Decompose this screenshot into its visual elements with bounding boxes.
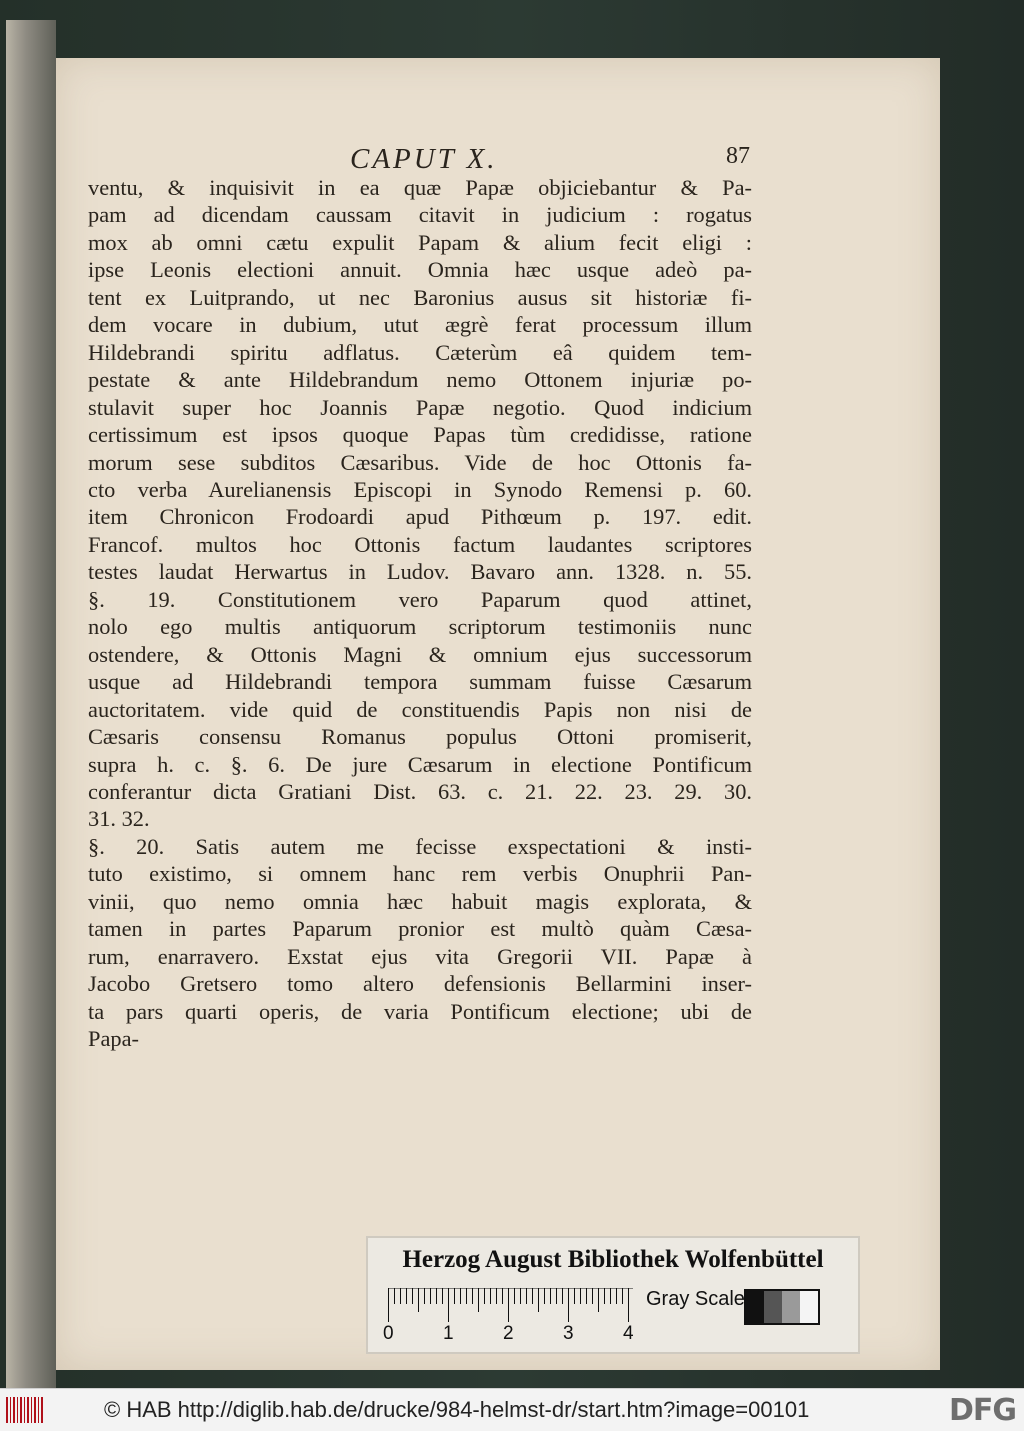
text-line: testes laudat Herwartus in Ludov. Bavaro ann. 1328. n. 55. [88, 559, 752, 585]
text-line: dem vocare in dubium, utut ægrè ferat processum illum [88, 312, 752, 338]
text-line: Cæsaris consensu Romanus populus Ottoni promiserit, [88, 724, 752, 750]
body-text [88, 174, 752, 1053]
text-line: §. 20. Satis autem me fecisse exspectationi & insti- [88, 833, 752, 859]
grayscale-swatch [744, 1289, 820, 1325]
text-line: rum, enarravero. Exstat ejus vita Gregorii VII. Papæ à [88, 943, 752, 969]
grayscale-step [764, 1291, 782, 1323]
text-line: item Chronicon Frodoardi apud Pithœum p. 197. edit. [88, 504, 752, 530]
grayscale-step [746, 1291, 764, 1323]
text-line: ta pars quarti operis, de varia Pontificum electione; ubi de [88, 998, 752, 1024]
page-header [350, 143, 750, 177]
grayscale-step [800, 1291, 818, 1323]
dfg-logo: DFG [948, 1393, 1016, 1428]
ruler-label: 0 [383, 1323, 394, 1344]
catchword: Papa- [88, 1026, 139, 1052]
text-line: pestate & ante Hildebrandum nemo Ottonem injuriæ po- [88, 367, 752, 393]
library-name: Herzog August Bibliothek Wolfenbüttel [402, 1246, 824, 1273]
text-line: usque ad Hildebrandi tempora summam fuisse Cæsarum [88, 669, 752, 695]
grayscale-step [782, 1291, 800, 1323]
ruler-label: 3 [563, 1323, 574, 1344]
text-line: ipse Leonis electioni annuit. Omnia hæc usque adeò pa- [88, 257, 752, 283]
text-line: nolo ego multis antiquorum scriptorum testimoniis nunc [88, 614, 752, 640]
text-line: stulavit super hoc Joannis Papæ negotio. Quod indicium [88, 394, 752, 420]
ruler-icon [388, 1288, 633, 1322]
text-line: ventu, & inquisivit in ea quæ Papæ objiciebantur & Pa- [88, 175, 752, 200]
barcode-icon [6, 1397, 44, 1423]
text-line: vinii, quo nemo omnia hæc habuit magis explorata, & [88, 888, 752, 914]
text-line: cto verba Aurelianensis Episcopi in Synodo Remensi p. 60. [88, 476, 752, 502]
text-line: §. 19. Constitutionem vero Paparum quod attinet, [88, 586, 752, 612]
ruler-label: 2 [503, 1323, 514, 1344]
text-line: Jacobo Gretsero tomo altero defensionis Bellarmini inser- [88, 971, 752, 997]
text-line: auctoritatem. vide quid de constituendis Papis non nisi de [88, 696, 752, 722]
text-line: ostendere, & Ottonis Magni & omnium ejus successorum [88, 641, 752, 667]
running-head: CAPUT X. [350, 143, 498, 175]
text-line: Hildebrandi spiritu adflatus. Cæterùm eâ quidem tem- [88, 339, 752, 365]
ruler-label: 4 [623, 1323, 634, 1344]
source-url[interactable]: © HAB http://diglib.hab.de/drucke/984-helmst-dr/start.htm?image=00101 [104, 1397, 810, 1422]
text-line: pam ad dicendam caussam citavit in judicium : rogatus [88, 202, 752, 228]
grayscale-label: Gray Scale [646, 1288, 745, 1310]
viewer-footer [0, 1388, 1024, 1431]
text-line: tent ex Luitprando, ut nec Baronius ausus sit historiæ fi- [88, 284, 752, 310]
adjacent-page-edge [6, 20, 56, 1388]
color-scale-card [366, 1236, 860, 1354]
text-line: Francof. multos hoc Ottonis factum laudantes scriptores [88, 531, 752, 557]
text-line: 31. 32. [88, 806, 150, 832]
text-line: certissimum est ipsos quoque Papas tùm credidisse, ratione [88, 422, 752, 448]
text-line: tuto existimo, si omnem hanc rem verbis Onuphrii Pan- [88, 861, 752, 887]
text-line: morum sese subditos Cæsaribus. Vide de hoc Ottonis fa- [88, 449, 752, 475]
text-line: mox ab omni cætu expulit Papam & alium fecit eligi : [88, 229, 752, 255]
text-line: conferantur dicta Gratiani Dist. 63. c. 21. 22. 23. 29. 30. [88, 778, 752, 804]
text-line: supra h. c. §. 6. De jure Cæsarum in electione Pontificum [88, 751, 752, 777]
text-line: tamen in partes Paparum pronior est multò quàm Cæsa- [88, 916, 752, 942]
page-number: 87 [726, 143, 750, 169]
ruler-label: 1 [443, 1323, 454, 1344]
